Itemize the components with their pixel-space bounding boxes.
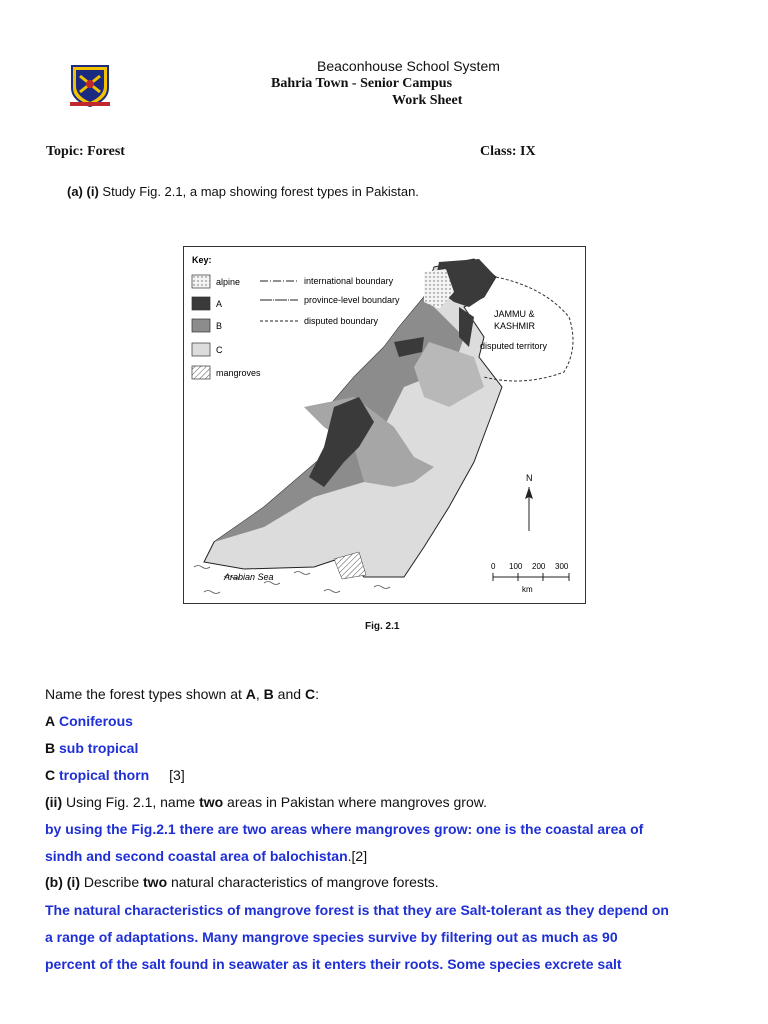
boundary-international: international boundary: [304, 276, 394, 286]
answer-a: [45, 713, 133, 729]
document-type: Work Sheet: [392, 93, 463, 108]
key-item-mangroves: mangroves: [216, 368, 261, 378]
forest-map-figure: [183, 246, 586, 604]
answer-ii-line2: [45, 848, 367, 864]
north-arrow-icon: [525, 487, 533, 531]
answer-b-label: B: [45, 740, 56, 756]
answer-b: [45, 740, 138, 756]
answer-b-line2: a range of adaptations. Many mangrove species survive by filtering out as much as 90: [45, 929, 618, 945]
question-ii-post: areas in Pakistan where mangroves grow.: [223, 794, 487, 810]
answer-c-value: tropical thorn: [59, 767, 150, 783]
answer-ii-marks: .[2]: [347, 848, 368, 864]
prompt-text: Name the forest types shown at: [45, 686, 246, 702]
campus-name: Bahria Town - Senior Campus: [271, 76, 453, 91]
school-logo-icon: [68, 62, 112, 108]
region-label-kashmir: KASHMIR: [494, 321, 536, 331]
answer-b-line3: percent of the salt found in seawater as it enters their roots. Some species excrete salt: [45, 956, 622, 972]
scale-tick-0: 0: [491, 562, 496, 571]
answer-a-label: A: [45, 713, 56, 729]
key-title: Key:: [192, 255, 212, 265]
question-ii-two: two: [199, 794, 224, 810]
class-label: Class: IX: [480, 144, 536, 159]
answer-c-marks: [3]: [169, 767, 185, 783]
boundary-province: province-level boundary: [304, 295, 400, 305]
prompt-line: [45, 686, 319, 702]
answer-c: [45, 767, 185, 783]
region-label-jammu: JAMMU &: [494, 309, 535, 319]
sea-label: Arabian Sea: [224, 572, 274, 582]
scale-tick-100: 100: [509, 562, 523, 571]
question-label-i: (i): [86, 184, 99, 199]
forest-map: [184, 247, 585, 603]
answer-a-value: Coniferous: [59, 713, 133, 729]
key-item-a: A: [216, 299, 223, 309]
question-ii-label: (ii): [45, 794, 63, 810]
prompt-sep: ,: [255, 686, 264, 702]
question-b-i: [45, 874, 439, 890]
scale-tick-300: 300: [555, 562, 569, 571]
key-item-c: C: [216, 345, 223, 355]
prompt-and: and: [273, 686, 305, 702]
question-b-i-pre: Describe: [79, 874, 144, 890]
prompt-b: B: [263, 686, 274, 702]
region-label-disputed: disputed territory: [480, 341, 548, 351]
question-a-ii: [45, 794, 487, 810]
question-ii-pre: Using Fig. 2.1, name: [62, 794, 200, 810]
answer-b-line1: The natural characteristics of mangrove forest is that they are Salt-tolerant as they depend on: [45, 902, 669, 918]
prompt-a: A: [245, 686, 256, 702]
north-label: N: [526, 473, 533, 483]
answer-ii-text: sindh and second coastal area of balochistan: [45, 848, 348, 864]
question-b-i-post: natural characteristics of mangrove forests.: [167, 874, 439, 890]
figure-caption: Fig. 2.1: [365, 621, 400, 632]
prompt-c: C: [304, 686, 316, 702]
question-label-a: (a): [67, 184, 83, 199]
question-b-i-two: two: [143, 874, 168, 890]
question-a-i: [67, 184, 419, 199]
answer-b-value: sub tropical: [59, 740, 139, 756]
scale-unit: km: [522, 585, 533, 594]
answer-c-label: C: [45, 767, 56, 783]
key-item-b: B: [216, 321, 223, 331]
answer-ii-line1: by using the Fig.2.1 there are two areas where mangroves grow: one is the coastal area of: [45, 821, 644, 837]
question-b-i-label: (b) (i): [45, 874, 80, 890]
key-item-alpine: alpine: [216, 277, 241, 287]
topic-label: Topic: Forest: [46, 144, 125, 159]
scale-tick-200: 200: [532, 562, 546, 571]
scale-bar: [493, 573, 569, 581]
question-text: Study Fig. 2.1, a map showing forest types in Pakistan.: [102, 184, 419, 199]
school-name: Beaconhouse School System: [317, 58, 500, 74]
boundary-disputed: disputed boundary: [304, 316, 379, 326]
prompt-end: :: [315, 686, 319, 702]
